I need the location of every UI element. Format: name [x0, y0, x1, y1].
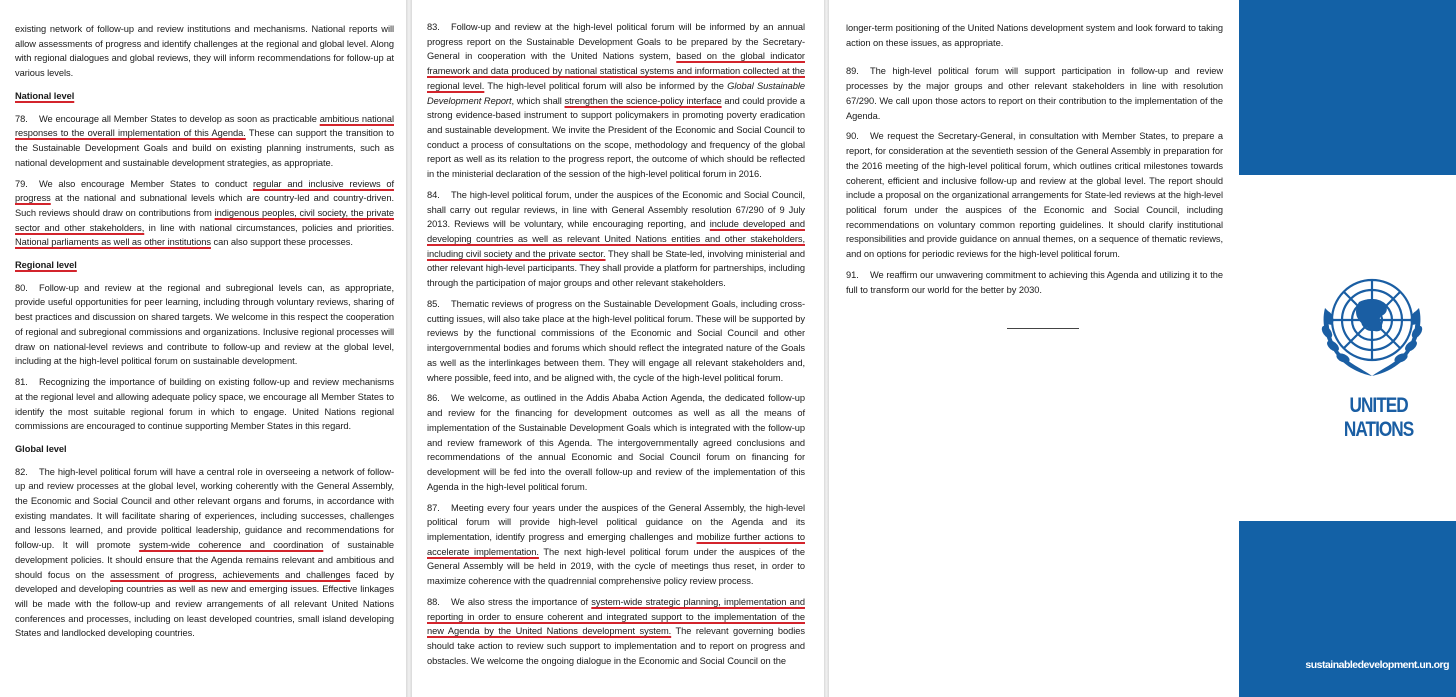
highlighted-text: based on the global indicator framework and data produced by national statistical systems and information collected at the regional level. — [427, 51, 805, 91]
paragraph-text: , which shall — [511, 95, 565, 106]
paragraph-number: 81. — [15, 377, 28, 388]
highlighted-text: mobilize further actions to accelerate implementation. — [427, 531, 805, 557]
paragraph-text: We encourage all Member States to develop as soon as practicable — [39, 113, 320, 124]
paragraph-text: The high-level political forum, under the auspices of the Economic and Social Council, shall carry out regular reviews, in line with General Assembly resolution 67/290 of 9 July 2013. Reviews will be voluntary, while encouraging reporting, and — [427, 189, 805, 230]
paragraph-intro — [15, 22, 394, 81]
paragraph-text: We reaffirm our unwavering commitment to achieving this Agenda and utilizing it to the full to transform our world for the better by 2030. — [846, 269, 1223, 295]
paragraph-number: 85. — [427, 299, 440, 310]
paragraph-text: We request the Secretary-General, in consultation with Member States, to prepare a report, for consideration at the seventieth session of the General Assembly in preparation for the 2016 meeting of the high-level political forum, which outlines critical milestones towards coherent, efficient and inclusive follow-up and review at the global level. The report should include a proposal on the organizational arrangements for State-led reviews at the high-level political forum under the auspices of the Economic and Social Council, including recommendations on voluntary common reporting guidelines. It should clarify institutional responsibilities and provide guidance on annual themes, on a sequence of thematic reviews, and on options for periodic reviews for the high-level political forum. — [846, 131, 1223, 260]
paragraph-81 — [15, 375, 394, 434]
highlighted-text: include developed and developing countries as well as relevant United Nations entities and other stakeholders, including civil society and the private sector. — [427, 219, 806, 259]
document-column-3 — [829, 0, 1239, 697]
highlighted-text: strengthen the science-policy interface — [564, 95, 722, 106]
paragraph-number: 79. — [15, 178, 28, 189]
paragraph-84 — [427, 188, 805, 291]
paragraph-number: 82. — [15, 466, 28, 477]
paragraph-82 — [15, 465, 394, 641]
highlighted-text: system-wide coherence and coordination — [138, 540, 324, 551]
report-title: Global Sustainable Development Report — [427, 80, 805, 106]
document-column-1 — [0, 0, 406, 697]
paragraph-text: We welcome, as outlined in the Addis Ababa Action Agenda, the dedicated follow-up and review for the financing for development outcomes as well as all the means of implementation of the Sustainable Development Goals which is integrated with the follow-up and review framework of this Agenda. The intergovernmentally agreed conclusions and recommendations of the annual Economic and Social Council forum on financing for development will be fed into the overall follow-up and review of the implementation of this Agenda in the high-level political forum. — [427, 393, 805, 492]
paragraph-text: longer-term positioning of the United Nations development system and look forward to taking action on these issues, as appropriate. — [846, 23, 1223, 48]
heading-global-level: Global level — [15, 443, 67, 454]
heading-national-level: National level — [15, 90, 75, 101]
paragraph-text: The high-level political forum will also be informed by the — [484, 80, 728, 91]
paragraph-number: 88. — [427, 596, 440, 607]
highlighted-text: assessment of progress, achievements and challenges — [110, 569, 351, 580]
footer-url-link[interactable]: sustainabledevelopment.un.org — [1305, 659, 1449, 671]
paragraph-89 — [846, 64, 1223, 123]
paragraph-text: These can support the transition to the Sustainable Development Goals and build on existing planning instruments, such as national development and sustainable development strategies, as appropriate. — [15, 128, 394, 168]
paragraph-text: The high-level political forum will have a central role in overseeing a network of follow-up and review processes at the global level, working coherently with the General Assembly, the Economic and Social Council and other relevant organs and forums, in accordance with existing mandates. It will facilitate sharing of experiences, including successes, challenges and lessons learned, and provide political leadership, guidance and recommendations for follow-up. It will promote — [15, 466, 394, 551]
paragraph-85 — [427, 297, 805, 385]
paragraph-number: 91. — [846, 269, 859, 280]
un-wordmark: UNITED NATIONS — [1343, 394, 1414, 441]
paragraph-number: 78. — [15, 113, 28, 124]
un-emblem-icon — [1311, 268, 1433, 384]
highlighted-text: system-wide strategic planning, implementation and reporting in order to ensure coherent and integrated support to the implementation of the new Agenda by the United Nations development system. — [427, 596, 805, 637]
paragraph-text: Follow-up and review at the high-level political forum will be informed by an annual progress report on the Sustainable Development Goals to be prepared by the Secretary-General in cooperation with the United Nations system, — [427, 22, 805, 62]
paragraph-86 — [427, 391, 805, 494]
paragraph-78 — [15, 112, 394, 171]
paragraph-text: in line with national circumstances, policies and priorities. — [144, 222, 394, 233]
un-sidebar — [1239, 0, 1456, 697]
paragraph-text: We also encourage Member States to conduct — [39, 178, 254, 189]
paragraph-text: Recognizing the importance of building on existing follow-up and review mechanisms at the regional level and allowing adequate policy space, we encourage all Member States to identify the most suitable regional forum in which to engage. United Nations regional commissions are encouraged to continue supporting Member States in this regard. — [15, 377, 394, 432]
paragraph-text: Meeting every four years under the auspices of the General Assembly, the high-level political forum will provide high-level political guidance on the Agenda and its implementation, identify progress and emerging challenges and — [427, 502, 805, 542]
paragraph-text: The relevant governing bodies should take action to review such support to implementation and to report on progress and obstacles. We welcome the ongoing dialogue in the Economic and Social Council on the — [427, 626, 805, 666]
paragraph-text: and could provide a strong evidence-based instrument to support policymakers in promoting poverty eradication and sustainable development. We invite the President of the Economic and Social Council to conduct a process of consultations on the scope, methodology and frequency of the global report as well as its relation to the progress report, the outcome of which should be reflected in the ministerial declaration of the session of the high-level political forum in 2016. — [427, 95, 806, 180]
paragraph-90 — [846, 129, 1223, 261]
heading-regional-level: Regional level — [15, 260, 77, 271]
paragraph-text: They shall be State-led, involving ministerial and other relevant high-level participants. They shall provide a platform for partnerships, including through the participation of major groups and other relevant stakeholders. — [427, 248, 805, 289]
paragraph-text: The next high-level political forum under the auspices of the General Assembly will be held in 2019, with the cycle of meetings thus reset, in order to maximize coherence with the quadrennial comprehensive policy review process. — [427, 546, 805, 587]
paragraph-87 — [427, 501, 805, 589]
paragraph-number: 90. — [846, 131, 859, 142]
paragraph-number: 80. — [15, 282, 28, 293]
highlighted-text: ambitious national responses to the overall implementation of this Agenda. — [15, 113, 394, 139]
paragraph-text: faced by developed and developing countries as well as new and emerging issues. Effective linkages will be made with the follow-up and review arrangements of all relevant United Nations conferences and processes, including on least developed countries, small island developing States and landlocked developing countries. — [15, 569, 395, 639]
paragraph-number: 87. — [427, 502, 440, 513]
paragraph-text: of sustainable development policies. It should ensure that the Agenda remains relevant and ambitious and should focus on the — [15, 540, 394, 580]
top-blue-band — [1239, 0, 1456, 175]
highlighted-text: indigenous peoples, civil society, the private sector and other stakeholders, — [15, 207, 394, 233]
paragraph-83 — [427, 20, 805, 182]
highlighted-text: National parliaments as well as other institutions — [15, 237, 211, 248]
paragraph-number: 84. — [427, 189, 440, 200]
paragraph-80 — [15, 281, 394, 369]
paragraph-text: Thematic reviews of progress on the Sustainable Development Goals, including cross-cutting issues, will also take place at the high-level political forum. These will be supported by reviews by the functional commissions of the Economic and Social Council and other intergovernmental bodies and forums which should reflect the integrated nature of the Goals as well as the interlinkages between them. They will engage all relevant stakeholders and, where possible, feed into, and be aligned with, the cycle of the high-level political forum. — [427, 299, 805, 383]
paragraph-88 — [427, 595, 805, 669]
paragraph-number: 86. — [427, 393, 440, 404]
end-rule — [1007, 328, 1079, 329]
highlighted-text: regular and inclusive reviews of progress — [15, 178, 394, 204]
paragraph-text: existing network of follow-up and review institutions and mechanisms. National reports will allow assessments of progress and identify challenges at the regional and global level. Along with regional dialogues and global reviews, they will inform recommendations for follow-up at various levels. — [15, 24, 394, 79]
paragraph-number: 83. — [427, 22, 440, 32]
document-column-2 — [412, 0, 826, 697]
paragraph-text: The high-level political forum will support participation in follow-up and review processes by the major groups and other relevant stakeholders in line with resolution 67/290. We call upon those actors to report on their contribution to the implementation of the Agenda. — [846, 66, 1223, 121]
paragraph-text: at the national and subnational levels which are country-led and country-driven. Such reviews should draw on contributions from — [15, 193, 394, 218]
paragraph-text: can also support these processes. — [210, 237, 353, 248]
paragraph-continued — [846, 21, 1223, 50]
paragraph-text: We also stress the importance of — [451, 596, 592, 607]
paragraph-79 — [15, 177, 394, 251]
paragraph-number: 89. — [846, 66, 859, 77]
paragraph-91 — [846, 268, 1223, 297]
paragraph-text: Follow-up and review at the regional and subregional levels can, as appropriate, provide useful opportunities for peer learning, including through voluntary reviews, sharing of best practices and discussion on shared targets. We welcome in this respect the cooperation of regional and subregional commissions and organizations. Inclusive regional processes will draw on national-level reviews and contribute to follow-up and review at the global level, including at the high-level political forum on sustainable development. — [15, 282, 394, 367]
